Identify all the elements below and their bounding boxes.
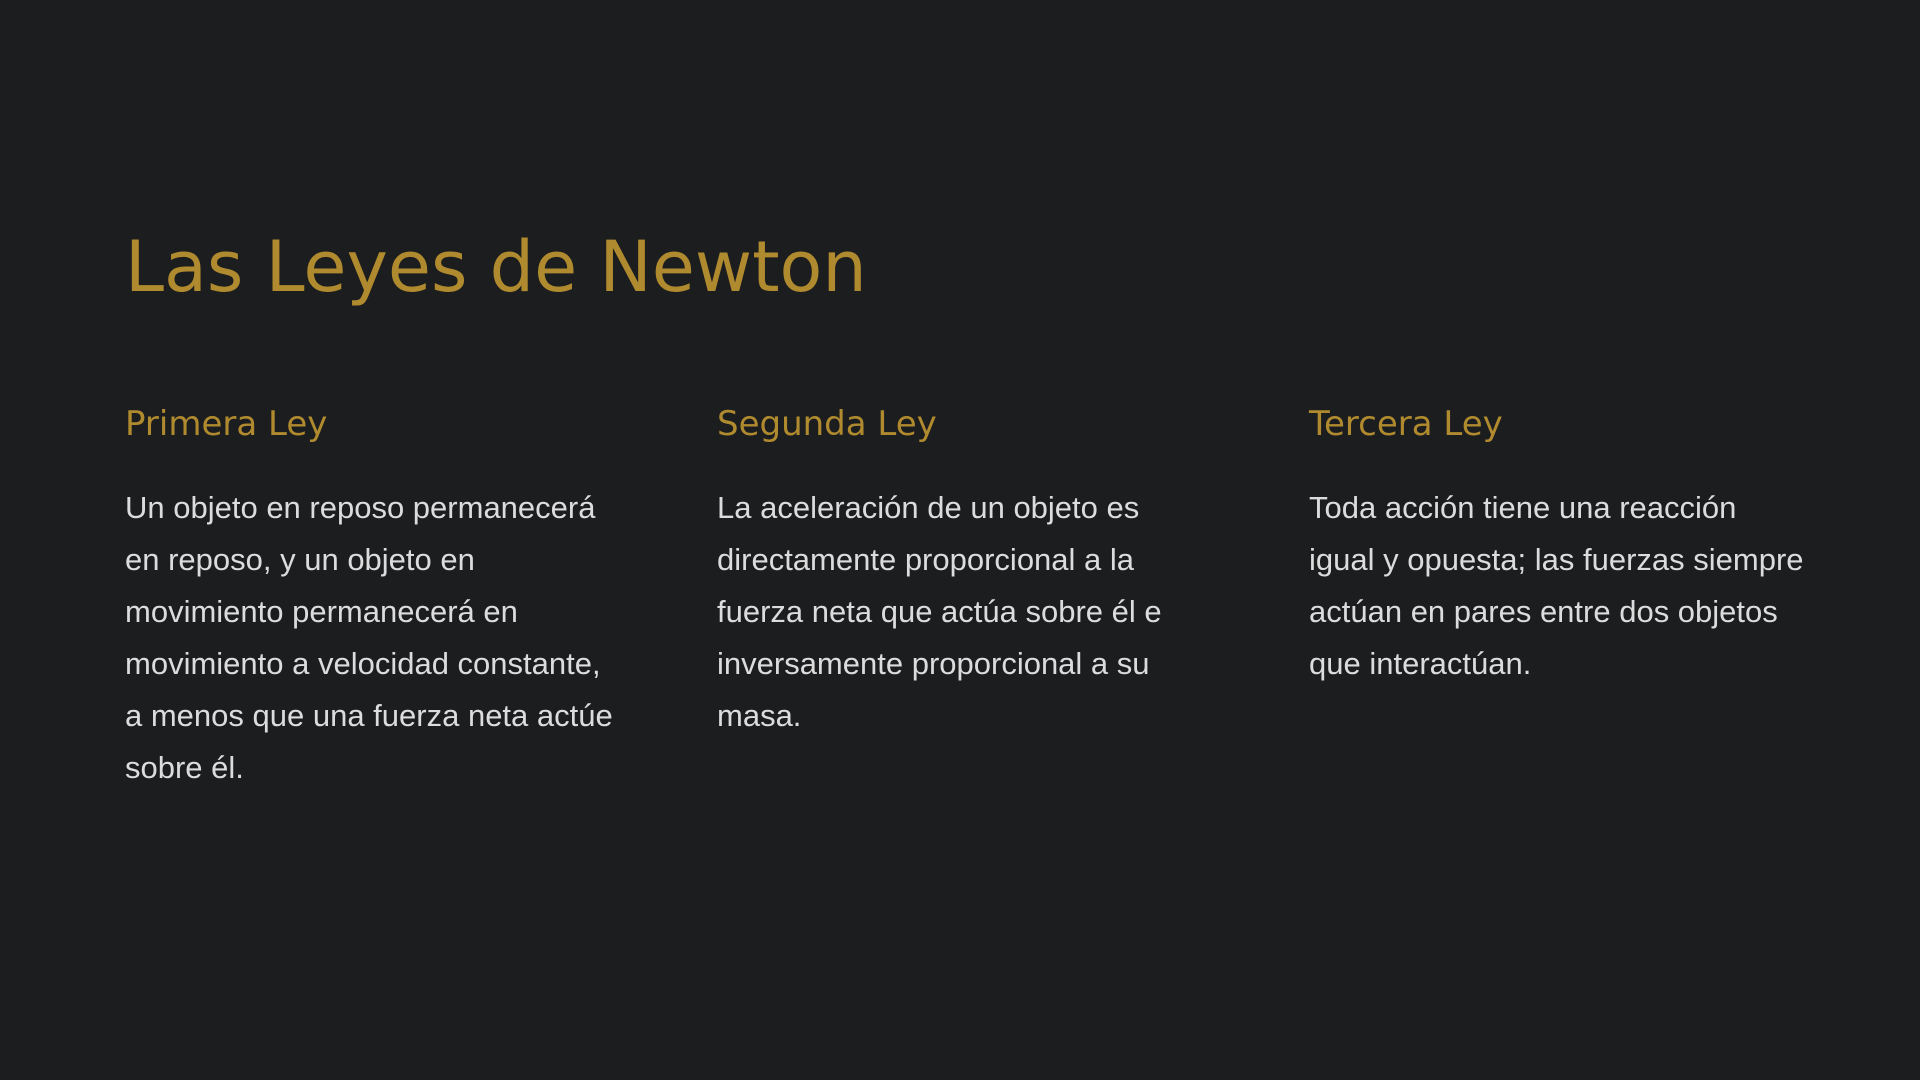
law-heading-third: Tercera Ley — [1309, 404, 1503, 444]
law-body-third: Toda acción tiene una reacción igual y opuesta; las fuerzas siempre actúan en pares entre dos objetos que interactúan. — [1309, 490, 1804, 681]
law-body-second: La aceleración de un objeto es directamente proporcional a la fuerza neta que actúa sobre él e inversamente proporcional a su masa. — [717, 490, 1162, 733]
law-heading-second: Segunda Ley — [717, 404, 937, 444]
slide-title: Las Leyes de Newton — [125, 226, 867, 308]
law-column-first — [125, 400, 625, 794]
law-column-second — [717, 400, 1217, 742]
law-heading-first: Primera Ley — [125, 404, 328, 444]
law-column-third — [1309, 400, 1809, 690]
law-body-first: Un objeto en reposo permanecerá en reposo, y un objeto en movimiento permanecerá en movimiento a velocidad constante, a menos que una fuerza neta actúe sobre él. — [125, 490, 613, 785]
